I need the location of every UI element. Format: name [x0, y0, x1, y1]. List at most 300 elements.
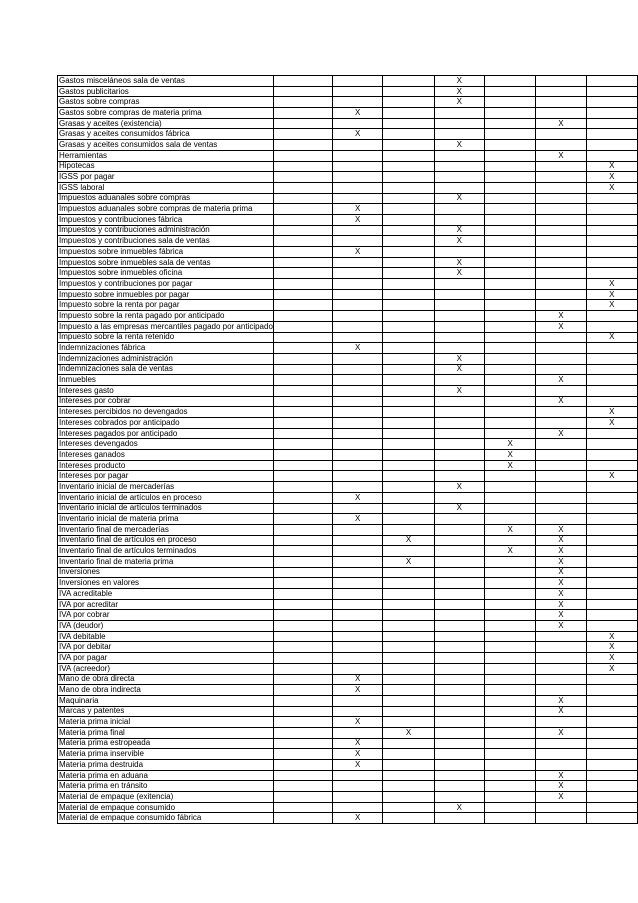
table-row [58, 653, 638, 664]
classification-cell [484, 706, 535, 717]
classification-cell [333, 599, 383, 610]
account-name-cell: Impuesto a las empresas mercantiles pagado por anticipado [59, 321, 273, 331]
table-row [58, 140, 638, 151]
classification-cell [273, 674, 332, 685]
classification-cell [333, 802, 383, 813]
classification-cell [383, 311, 434, 322]
classification-cell [484, 204, 535, 215]
account-name-cell: IVA debitable [58, 631, 274, 642]
classification-cell [333, 375, 383, 386]
account-name-cell: Impuesto sobre la renta pagado por anticipado [58, 311, 274, 322]
table-row [58, 375, 638, 386]
classification-cell: X [434, 385, 484, 396]
classification-cell [273, 749, 332, 760]
classification-cell [383, 610, 434, 621]
classification-cell [434, 214, 484, 225]
classification-cell [536, 418, 586, 429]
classification-cell [586, 813, 637, 824]
classification-cell [484, 535, 535, 546]
classification-cell [434, 770, 484, 781]
classification-cell [333, 610, 383, 621]
classification-cell [586, 706, 637, 717]
table-row [58, 695, 638, 706]
classification-cell [536, 129, 586, 140]
account-name-cell: Materia prima en tránsito [58, 781, 274, 792]
classification-cell [434, 695, 484, 706]
classification-cell: X [586, 332, 637, 343]
classification-cell [434, 332, 484, 343]
classification-cell [434, 674, 484, 685]
classification-cell [383, 524, 434, 535]
classification-cell [434, 727, 484, 738]
classification-cell [434, 717, 484, 728]
classification-cell [484, 321, 535, 332]
account-name-cell: Impuestos sobre inmuebles sala de ventas [58, 257, 274, 268]
classification-cell [273, 300, 332, 311]
classification-cell [383, 364, 434, 375]
classification-cell [484, 268, 535, 279]
classification-cell [434, 343, 484, 354]
classification-cell [333, 503, 383, 514]
classification-cell [586, 214, 637, 225]
table-row [58, 214, 638, 225]
classification-cell [586, 546, 637, 557]
classification-cell [273, 418, 332, 429]
account-name-cell: Inventario inicial de materia prima [58, 514, 274, 525]
account-name-cell: Mano de obra indirecta [58, 685, 274, 696]
classification-cell: X [536, 321, 586, 332]
classification-cell [586, 685, 637, 696]
classification-cell [484, 279, 535, 290]
classification-cell [383, 343, 434, 354]
classification-cell [536, 353, 586, 364]
account-name-cell: IVA por cobrar [58, 610, 274, 621]
classification-cell: X [586, 172, 637, 183]
table-row [58, 118, 638, 129]
account-name-cell: Gastos sobre compras [58, 97, 274, 108]
classification-cell: X [586, 631, 637, 642]
classification-cell [586, 792, 637, 803]
classification-cell [434, 428, 484, 439]
account-name-cell: Intereses cobrados por anticipado [58, 418, 274, 429]
classification-cell [484, 375, 535, 386]
classification-cell: X [333, 492, 383, 503]
classification-cell [383, 589, 434, 600]
classification-cell [586, 76, 637, 87]
classification-cell [484, 161, 535, 172]
classification-cell [333, 268, 383, 279]
classification-cell [586, 428, 637, 439]
classification-cell: X [536, 770, 586, 781]
classification-cell [273, 524, 332, 535]
classification-cell [484, 97, 535, 108]
account-name-cell: Marcas y patentes [58, 706, 274, 717]
classification-cell [273, 621, 332, 632]
classification-cell [484, 289, 535, 300]
classification-cell: X [536, 118, 586, 129]
account-name-cell: Impuestos sobre inmuebles oficina [58, 268, 274, 279]
classification-cell [333, 118, 383, 129]
classification-cell [333, 396, 383, 407]
classification-cell: X [333, 685, 383, 696]
classification-cell [536, 482, 586, 493]
classification-cell [586, 193, 637, 204]
classification-cell [434, 279, 484, 290]
classification-cell [536, 385, 586, 396]
classification-cell: X [586, 161, 637, 172]
classification-cell: X [333, 129, 383, 140]
classification-cell [536, 749, 586, 760]
classification-cell [484, 770, 535, 781]
account-name-cell: Intereses pagados por anticipado [58, 428, 274, 439]
classification-cell [536, 460, 586, 471]
table-row [58, 813, 638, 824]
classification-cell [586, 802, 637, 813]
table-row [58, 471, 638, 482]
classification-cell [536, 214, 586, 225]
classification-cell [484, 514, 535, 525]
classification-cell [586, 129, 637, 140]
classification-cell [383, 738, 434, 749]
classification-cell [536, 268, 586, 279]
classification-cell [333, 556, 383, 567]
classification-cell [383, 129, 434, 140]
account-name-cell: Intereses por cobrar [58, 396, 274, 407]
classification-cell: X [434, 236, 484, 247]
classification-cell [383, 642, 434, 653]
classification-cell [273, 172, 332, 183]
classification-cell [586, 738, 637, 749]
classification-cell: X [536, 610, 586, 621]
classification-cell: X [434, 257, 484, 268]
table-row [58, 599, 638, 610]
classification-cell [484, 225, 535, 236]
classification-cell [434, 118, 484, 129]
classification-cell [536, 193, 586, 204]
classification-cell [586, 514, 637, 525]
classification-cell [586, 268, 637, 279]
classification-cell [383, 439, 434, 450]
table-row [58, 343, 638, 354]
classification-cell [586, 781, 637, 792]
table-row [58, 353, 638, 364]
classification-cell: X [536, 589, 586, 600]
classification-cell [586, 86, 637, 97]
table-row [58, 631, 638, 642]
classification-cell [383, 204, 434, 215]
classification-cell [273, 311, 332, 322]
account-name-cell: Inventario inicial de artículos terminados [58, 503, 274, 514]
classification-cell [333, 460, 383, 471]
table-row [58, 385, 638, 396]
classification-cell: X [536, 428, 586, 439]
classification-cell [484, 631, 535, 642]
classification-cell [273, 257, 332, 268]
classification-cell [273, 161, 332, 172]
classification-cell [273, 642, 332, 653]
table-row [58, 247, 638, 258]
classification-cell [586, 482, 637, 493]
classification-cell [273, 492, 332, 503]
account-name-cell: Intereses percibidos no devengados [58, 407, 274, 418]
classification-cell [383, 97, 434, 108]
classification-cell [273, 332, 332, 343]
classification-cell [434, 610, 484, 621]
classification-cell [383, 161, 434, 172]
classification-cell [586, 749, 637, 760]
classification-cell [586, 364, 637, 375]
table-row [58, 182, 638, 193]
account-name-cell: Indemnizaciones fábrica [58, 343, 274, 354]
classification-cell [484, 567, 535, 578]
table-row [58, 268, 638, 279]
classification-cell [536, 802, 586, 813]
classification-cell: X [536, 535, 586, 546]
classification-cell [273, 471, 332, 482]
classification-cell: X [536, 311, 586, 322]
classification-cell: X [484, 450, 535, 461]
classification-cell [484, 781, 535, 792]
classification-cell: X [434, 86, 484, 97]
classification-cell [273, 450, 332, 461]
classification-cell [586, 375, 637, 386]
table-row [58, 97, 638, 108]
classification-cell [333, 770, 383, 781]
account-name-cell: Gastos sobre compras de materia prima [58, 108, 274, 119]
account-name-cell: IGSS laboral [58, 182, 274, 193]
classification-cell [434, 792, 484, 803]
table-row [58, 172, 638, 183]
account-name-cell: Intereses gasto [58, 385, 274, 396]
classification-cell [484, 364, 535, 375]
table-row [58, 738, 638, 749]
classification-cell: X [536, 695, 586, 706]
classification-cell [383, 140, 434, 151]
classification-cell [383, 578, 434, 589]
classification-cell [383, 76, 434, 87]
classification-cell [273, 514, 332, 525]
classification-cell [333, 257, 383, 268]
account-name-cell: Indemnizaciones sala de ventas [58, 364, 274, 375]
classification-cell [333, 631, 383, 642]
classification-cell [434, 161, 484, 172]
account-name-cell: Inventario final de materia prima [58, 556, 274, 567]
classification-cell [484, 428, 535, 439]
classification-cell [333, 653, 383, 664]
classification-cell [536, 631, 586, 642]
table-row [58, 760, 638, 771]
classification-cell: X [383, 556, 434, 567]
classification-cell [484, 482, 535, 493]
classification-cell [586, 321, 637, 332]
classification-cell [273, 204, 332, 215]
account-name-cell: Material de empaque consumido [58, 802, 274, 813]
classification-cell: X [434, 364, 484, 375]
table-row [58, 717, 638, 728]
classification-cell [536, 182, 586, 193]
classification-cell [586, 524, 637, 535]
classification-cell [536, 225, 586, 236]
account-name-cell: Maquinaria [58, 695, 274, 706]
account-name-cell: Material de empaque consumido fábrica [58, 813, 274, 824]
classification-cell [273, 150, 332, 161]
classification-cell [383, 492, 434, 503]
classification-cell [536, 514, 586, 525]
classification-cell [383, 118, 434, 129]
classification-cell: X [434, 193, 484, 204]
account-name-cell: Impuestos aduanales sobre compras de materia prima [58, 204, 274, 215]
classification-cell [484, 621, 535, 632]
classification-cell [273, 268, 332, 279]
classification-cell [273, 247, 332, 258]
account-name-cell: Inmuebles [58, 375, 274, 386]
classification-cell [273, 653, 332, 664]
classification-cell [273, 108, 332, 119]
classification-cell [273, 182, 332, 193]
classification-cell [383, 407, 434, 418]
classification-cell [484, 813, 535, 824]
classification-cell [434, 556, 484, 567]
classification-cell [484, 599, 535, 610]
classification-cell [333, 236, 383, 247]
classification-cell: X [536, 578, 586, 589]
classification-cell [333, 578, 383, 589]
classification-cell [383, 385, 434, 396]
table-row [58, 161, 638, 172]
classification-cell [383, 749, 434, 760]
classification-cell [383, 279, 434, 290]
classification-cell [586, 108, 637, 119]
account-name-cell: Inversiones [58, 567, 274, 578]
table-row [58, 460, 638, 471]
classification-cell [586, 770, 637, 781]
classification-cell [383, 760, 434, 771]
classification-cell [536, 407, 586, 418]
classification-cell [536, 364, 586, 375]
table-row [58, 802, 638, 813]
classification-cell [273, 236, 332, 247]
classification-cell [333, 727, 383, 738]
table-row [58, 279, 638, 290]
table-row [58, 524, 638, 535]
classification-cell [586, 385, 637, 396]
classification-cell [383, 706, 434, 717]
classification-cell [484, 108, 535, 119]
table-row [58, 150, 638, 161]
classification-cell [434, 706, 484, 717]
account-name-cell: Inventario inicial de mercaderías [58, 482, 274, 493]
classification-cell [273, 140, 332, 151]
classification-cell [383, 460, 434, 471]
classification-cell [383, 546, 434, 557]
classification-cell [383, 663, 434, 674]
table-row [58, 332, 638, 343]
classification-cell [484, 642, 535, 653]
classification-cell [484, 685, 535, 696]
classification-cell [484, 76, 535, 87]
classification-cell [586, 204, 637, 215]
classification-cell [383, 108, 434, 119]
classification-cell [333, 524, 383, 535]
classification-cell [333, 385, 383, 396]
classification-cell [333, 621, 383, 632]
classification-cell [434, 407, 484, 418]
classification-cell [273, 86, 332, 97]
classification-cell [484, 236, 535, 247]
account-name-cell: Impuestos y contribuciones fábrica [58, 214, 274, 225]
classification-cell [434, 781, 484, 792]
classification-cell [333, 97, 383, 108]
table-row [58, 257, 638, 268]
classification-cell: X [333, 749, 383, 760]
classification-cell [273, 396, 332, 407]
table-row [58, 193, 638, 204]
classification-cell [434, 289, 484, 300]
classification-cell [273, 76, 332, 87]
classification-cell: X [434, 802, 484, 813]
classification-cell [536, 332, 586, 343]
classification-cell [434, 150, 484, 161]
classification-cell: X [484, 524, 535, 535]
classification-cell: X [383, 727, 434, 738]
classification-cell [586, 599, 637, 610]
classification-cell [273, 685, 332, 696]
classification-cell [383, 674, 434, 685]
classification-cell [484, 674, 535, 685]
classification-cell [383, 428, 434, 439]
classification-cell: X [536, 556, 586, 567]
classification-cell [273, 407, 332, 418]
classification-cell [586, 621, 637, 632]
classification-cell [273, 343, 332, 354]
classification-cell: X [536, 792, 586, 803]
classification-cell [434, 108, 484, 119]
classification-cell [484, 492, 535, 503]
classification-cell [333, 300, 383, 311]
classification-cell [383, 717, 434, 728]
classification-cell: X [586, 471, 637, 482]
account-name-cell: Mano de obra directa [58, 674, 274, 685]
classification-cell [586, 439, 637, 450]
classification-cell [383, 396, 434, 407]
classification-cell [333, 140, 383, 151]
classification-cell [333, 418, 383, 429]
classification-cell [586, 450, 637, 461]
classification-cell [586, 343, 637, 354]
classification-cell [484, 343, 535, 354]
classification-cell: X [536, 396, 586, 407]
account-name-cell: Inventario final de artículos terminados [58, 546, 274, 557]
account-name-cell: Impuestos y contribuciones administración [58, 225, 274, 236]
classification-cell [536, 257, 586, 268]
account-name-cell: Inventario final de mercaderías [58, 524, 274, 535]
classification-cell [586, 236, 637, 247]
classification-cell [484, 760, 535, 771]
classification-cell [536, 813, 586, 824]
account-name-cell: Impuesto sobre la renta por pagar [58, 300, 274, 311]
classification-cell [484, 311, 535, 322]
classification-cell [536, 247, 586, 258]
classification-cell [484, 129, 535, 140]
accounts-table-body [58, 76, 638, 824]
table-row [58, 364, 638, 375]
classification-cell [333, 567, 383, 578]
classification-cell [383, 150, 434, 161]
classification-cell [333, 407, 383, 418]
classification-cell [536, 161, 586, 172]
classification-cell [273, 279, 332, 290]
classification-cell [333, 86, 383, 97]
